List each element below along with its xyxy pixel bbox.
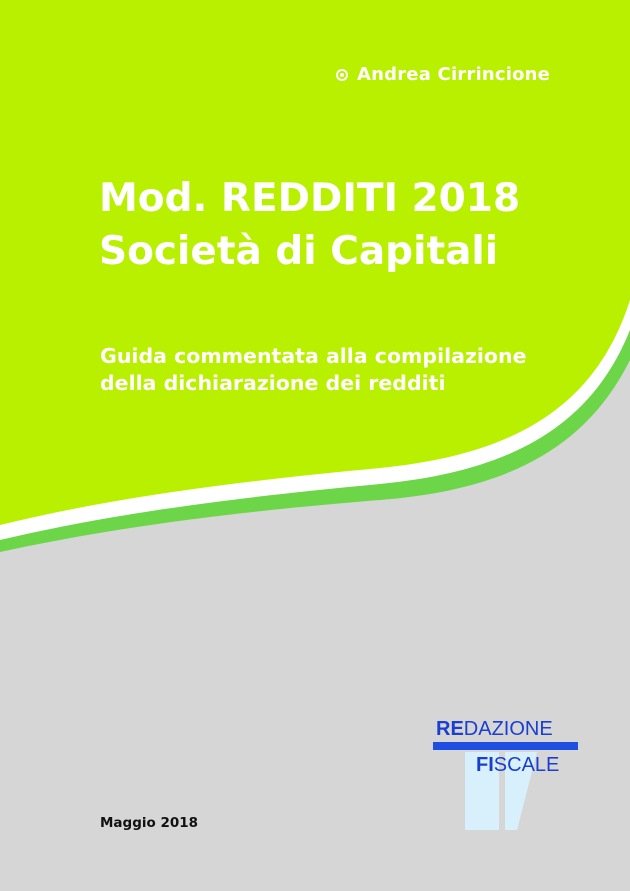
- title-line-2: Società di Capitali: [99, 229, 499, 274]
- publisher-line-2: [476, 754, 559, 776]
- publisher-logo: [433, 718, 578, 830]
- subtitle-line-2: della dichiarazione dei redditi: [100, 371, 446, 395]
- logo-bar: [433, 742, 578, 750]
- publisher-line-1: [436, 718, 553, 740]
- publisher-line-1-rest: DAZIONE: [463, 718, 553, 740]
- publisher-line-1-bold: RE: [436, 718, 464, 740]
- subtitle-line-1: Guida commentata alla compilazione: [100, 344, 527, 368]
- bullet-icon: [336, 69, 348, 81]
- publisher-line-2-rest: SCALE: [493, 754, 560, 776]
- author-line: [336, 64, 550, 85]
- author-name: Andrea Cirrincione: [357, 64, 551, 85]
- book-title: [99, 172, 520, 278]
- title-line-1: Mod. REDDITI 2018: [99, 176, 521, 221]
- publication-date: Maggio 2018: [100, 815, 199, 831]
- publisher-line-2-bold: FI: [476, 754, 494, 776]
- book-subtitle: [100, 343, 527, 397]
